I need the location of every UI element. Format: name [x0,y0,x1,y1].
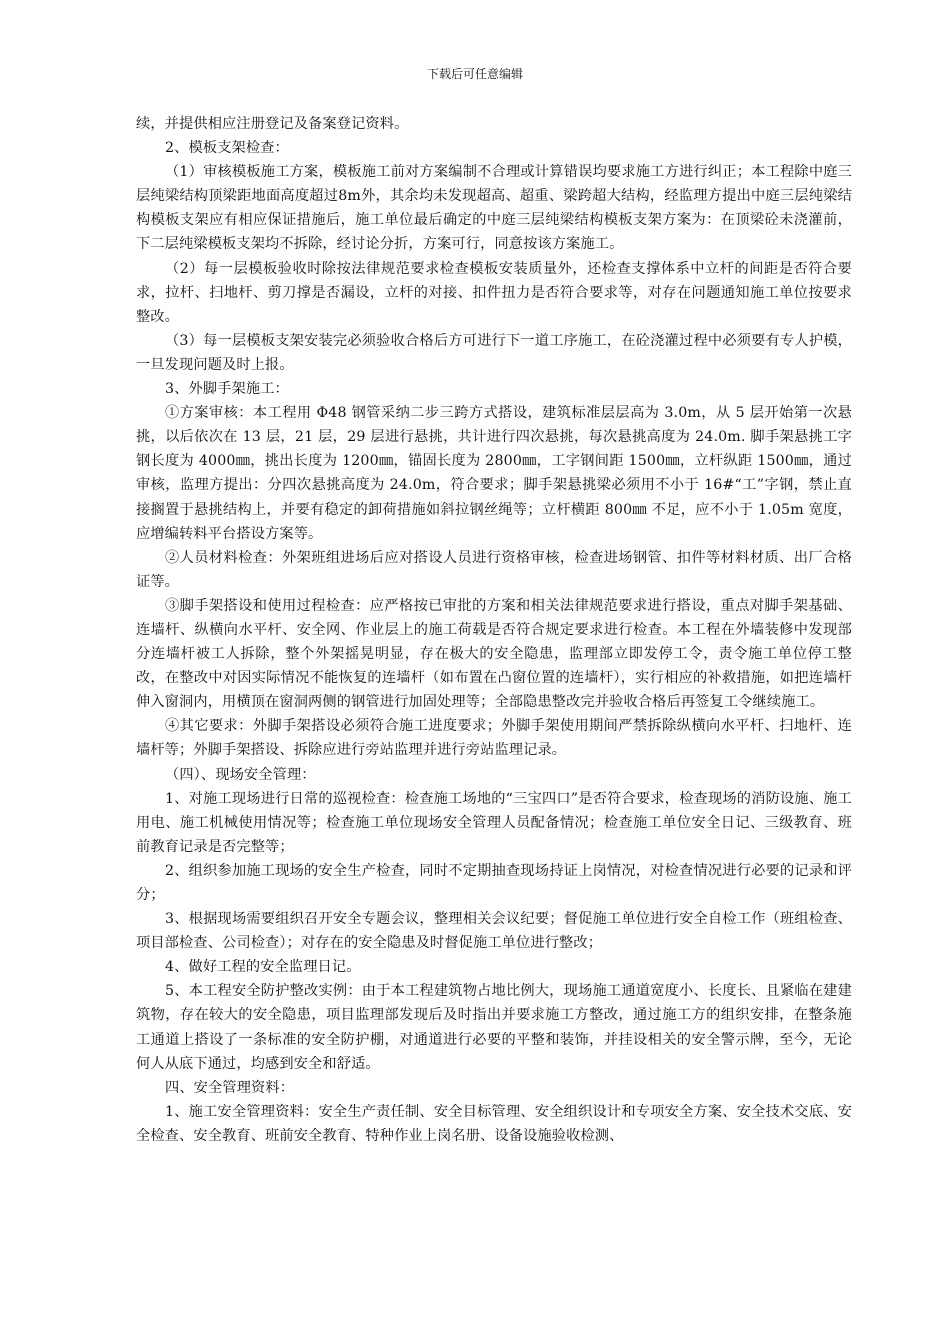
paragraph-safety-records-1: 1、施工安全管理资料：安全生产责任制、安全目标管理、安全组织设计和专项安全方案、安全技术交底、安全检查、安全教育、班前安全教育、特种作业上岗名册、设备设施验收检测、 [136,1103,852,1144]
paragraph-formwork-1: （1）审核模板施工方案，模板施工前对方案编制不合理或计算错误均要求施工方进行纠正；本工程除中庭三层纯梁结构顶梁距地面高度超过8m外，其余均未发现超高、超重、梁跨超大结构，经监理方提出中庭三层纯梁结构模板支架应有相应保证措施后，施工单位最后确定的中庭三层纯梁结构模板支架方案为：在顶梁砼未浇灌前，下二层纯梁模板支架均不拆除，经讨论分折，方案可行，同意按该方案施工。 [136,164,852,253]
paragraph-site-safety-2: 2、组织参加施工现场的安全生产检查，同时不定期抽查现场持证上岗情况，对检查情况进行必要的记录和评分； [136,862,852,903]
section-heading-safety-records: 四、安全管理资料： [165,1079,295,1096]
section-heading-formwork: 2、模板支架检查： [165,140,289,157]
section-heading-site-safety: （四）、现场安全管理： [165,766,316,783]
paragraph-site-safety-4: 4、做好工程的安全监理日记。 [165,959,361,976]
page-header: 下载后可任意编辑 [426,67,523,81]
paragraph-formwork-3: （3）每一层模板支架安装完必须验收合格后方可进行下一道工序施工，在砼浇灌过程中必须要有专人护模，一旦发现问题及时上报。 [136,332,852,373]
paragraph-scaffold-plan: ①方案审核：本工程用 Φ48 钢管采纳二步三跨方式搭设，建筑标准层层高为 3.0m，从 5 层开始第一次悬挑，以后依次在 13 层，21 层，29 层进行悬挑，共计进行四次悬挑，每次悬挑高度为 24.0m. 脚手架悬挑工字钢长度为 4000㎜，挑出长度为 1200㎜，锚固长度为 2800㎜，工字钢间距 1500㎜，立杆纵距 1500㎜，通过审核，监理方提出：分四次悬挑高度为 24.0m，符合要求；脚手架悬挑梁必须用不小于 16#“工”字钢，禁止直接搁置于悬挑结构上，并要有稳定的卸荷措施如斜拉钢丝绳等；立杆横距 800㎜ 不足，应不小于 1.05m 宽度，应增编转料平台搭设方案等。 [136,405,852,542]
paragraph-scaffold-personnel: ②人员材料检查：外架班组进场后应对搭设人员进行资格审核，检查进场钢管、扣件等材料材质、出厂合格证等。 [136,549,852,590]
paragraph-scaffold-other: ④其它要求：外脚手架搭设必须符合施工进度要求；外脚手架使用期间严禁拆除纵横向水平杆、扫地杆、连墙杆等；外脚手架搭设、拆除应进行旁站监理并进行旁站监理记录。 [136,718,852,759]
document-body [136,112,852,1148]
paragraph-formwork-2: （2）每一层模板验收时除按法律规范要求检查模板安装质量外，还检查支撑体系中立杆的间距是否符合要求，拉杆、扫地杆、剪刀撑是否漏设，立杆的对接、扣件扭力是否符合要求等，对存在问题通知施工单位按要求整改。 [136,260,852,325]
paragraph-continuation: 续，并提供相应注册登记及备案登记资料。 [136,116,409,132]
paragraph-site-safety-5: 5、本工程安全防护整改实例：由于本工程建筑物占地比例大，现场施工通道宽度小、长度长、且紧临在建建筑物，存在较大的安全隐患，项目监理部发现后及时指出并要求施工方整改，通过施工方的组织安排，在整条施工通道上搭设了一条标准的安全防护棚，对通道进行必要的平整和装饰，并挂设相关的安全警示牌，至今，无论何人从底下通过，均感到安全和舒适。 [136,983,852,1072]
paragraph-site-safety-1: 1、对施工现场进行日常的巡视检查：检查施工场地的“三宝四口”是否符合要求，检查现场的消防设施、施工用电、施工机械使用情况等；检查施工单位现场安全管理人员配备情况；检查施工单位安全日记、三级教育、班前教育记录是否完整等； [136,790,852,855]
paragraph-scaffold-inspection: ③脚手架搭设和使用过程检查：应严格按已审批的方案和相关法律规范要求进行搭设，重点对脚手架基础、连墙杆、纵横向水平杆、安全网、作业层上的施工荷载是否符合规定要求进行检查。本工程在外墙装修中发现部分连墙杆被工人拆除，整个外架摇晃明显，存在极大的安全隐患，监理部立即发停工令，责令施工单位停工整改，在整改中对因实际情况不能恢复的连墙杆（如布置在凸窗位置的连墙杆），实行相应的补救措施，如把连墙杆伸入窗洞内，用横顶在窗洞两侧的钢管进行加固处理等；全部隐患整改完并验收合格后再签复工令继续施工。 [136,597,852,711]
section-heading-scaffold: 3、外脚手架施工： [165,381,289,398]
paragraph-site-safety-3: 3、根据现场需要组织召开安全专题会议，整理相关会议纪要；督促施工单位进行安全自检工作（班组检查、项目部检查、公司检查）；对存在的安全隐患及时督促施工单位进行整改； [136,911,852,952]
